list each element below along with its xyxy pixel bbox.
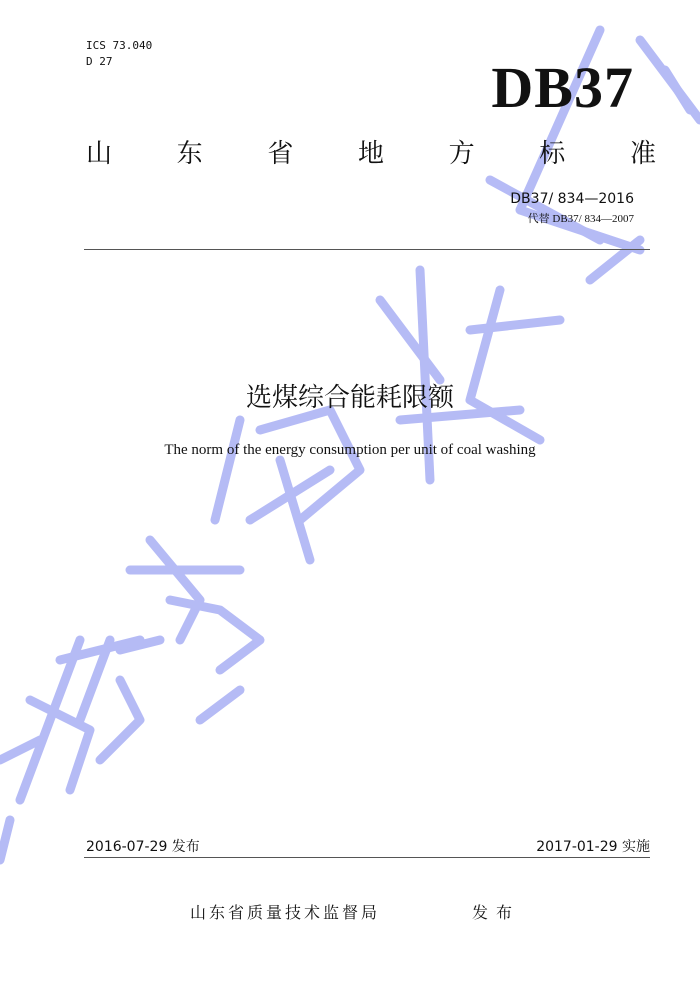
category-char: 标 [539, 139, 566, 169]
category-char: 省 [267, 139, 294, 169]
ics-code: ICS 73.040 [86, 39, 153, 52]
db37-logo: DB37 [491, 55, 634, 120]
category-char: 方 [448, 139, 475, 169]
classification-codes [86, 38, 152, 70]
standard-number: DB37/ 834—2016 [510, 191, 634, 207]
publish-label: 发布 [472, 903, 521, 922]
document-title-en: The norm of the energy consumption per unit of coal washing [164, 442, 536, 458]
replaces-standard: 代替 DB37/ 834—2007 [527, 213, 634, 225]
header-divider [84, 249, 650, 250]
issue-date: 2016-07-29 发布 [86, 839, 200, 855]
ccs-code: D 27 [86, 55, 113, 68]
category-char: 东 [176, 139, 203, 169]
category-char: 山 [86, 139, 113, 169]
implement-date: 2017-01-29 实施 [536, 839, 650, 855]
publisher-name: 山东省质量技术监督局 [190, 903, 381, 922]
footer-divider [84, 857, 650, 858]
category-char: 地 [357, 139, 384, 169]
document-title-cn: 选煤综合能耗限额 [245, 383, 454, 413]
category-char: 准 [629, 139, 656, 169]
standard-category [86, 136, 656, 172]
